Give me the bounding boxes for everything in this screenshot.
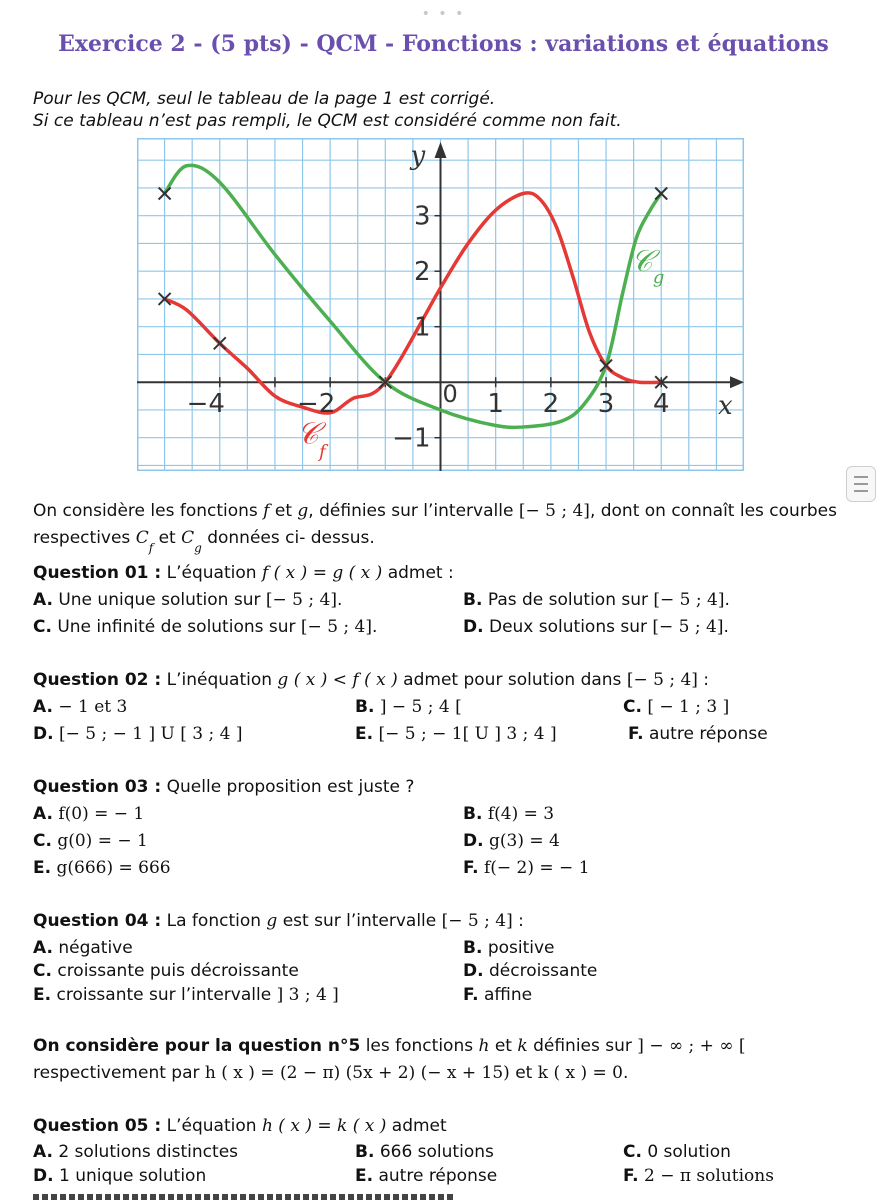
text: Quelle proposition est juste ? xyxy=(161,777,415,797)
x-tick-label: −4 xyxy=(186,389,225,420)
option-text: croissante puis décroissante xyxy=(51,961,299,981)
option-letter: F. xyxy=(463,858,479,878)
x-axis-label: x xyxy=(718,391,733,422)
option-math: f(4) = 3 xyxy=(482,804,555,824)
question-04 xyxy=(33,910,524,932)
option-math: [ − 1 ; 3 ] xyxy=(641,697,730,717)
q4-option-e[interactable] xyxy=(33,984,339,1006)
q3-option-d[interactable] xyxy=(463,830,560,852)
instruction-line-2: Si ce tableau n’est pas rempli, le QCM est considéré comme non fait. xyxy=(33,111,622,131)
option-math: [− 5 ; 4] xyxy=(265,590,337,610)
text: , dont on connaît les courbes xyxy=(589,501,837,521)
text: : xyxy=(697,670,710,690)
option-letter: A. xyxy=(33,697,53,717)
option-letter: B. xyxy=(463,590,483,610)
question-label: Question 02 : xyxy=(33,670,162,690)
option-math: [− 5 ; − 1[ U ] 3 ; 4 ] xyxy=(373,724,557,744)
interval: [− 5 ; 4] xyxy=(441,911,513,931)
q3-option-b[interactable] xyxy=(463,803,554,825)
option-text: négative xyxy=(52,938,133,958)
option-letter: E. xyxy=(355,724,374,744)
exercise-title: Exercice 2 - (5 pts) - QCM - Fonctions : variations et équations xyxy=(58,31,829,57)
curve-f-subscript: f xyxy=(319,441,326,463)
text: . xyxy=(336,590,343,610)
option-letter: D. xyxy=(463,831,484,851)
equation: h ( x ) = k ( x ) xyxy=(261,1116,387,1136)
x-tick-label: 3 xyxy=(597,389,615,420)
g-symbol: g xyxy=(266,911,278,931)
option-math: − 1 et 3 xyxy=(52,697,128,717)
text: et xyxy=(489,1036,518,1056)
drag-handle[interactable]: • • • xyxy=(421,6,466,22)
q2-option-b[interactable] xyxy=(355,696,462,718)
q3-option-c[interactable] xyxy=(33,830,148,852)
curve-f-symbol: C xyxy=(135,528,149,548)
question-01 xyxy=(33,562,454,584)
text: : xyxy=(512,911,524,931)
option-math: g(0) = − 1 xyxy=(51,831,148,851)
option-math: ] 3 ; 4 ] xyxy=(276,985,339,1005)
option-letter: C. xyxy=(33,961,52,981)
option-math: f(0) = − 1 xyxy=(52,804,145,824)
question-label: Question 01 : xyxy=(33,563,162,583)
option-letter: D. xyxy=(33,1166,54,1186)
text: admet pour solution dans xyxy=(397,670,627,690)
q5-option-d[interactable] xyxy=(33,1165,206,1187)
text: est sur l’intervalle xyxy=(277,911,442,931)
text: La fonction xyxy=(161,911,267,931)
f-symbol: f xyxy=(263,501,270,521)
interval: ] − ∞ ; + ∞ [ xyxy=(637,1036,746,1056)
y-tick-label: 2 xyxy=(413,257,431,288)
text: L’équation xyxy=(161,563,262,583)
option-letter: A. xyxy=(33,1142,53,1162)
question-label: Question 04 : xyxy=(33,911,162,931)
text: et xyxy=(269,501,298,521)
statement-line-1 xyxy=(33,500,837,522)
instructions xyxy=(33,88,622,132)
option-text: Pas de solution sur xyxy=(482,590,654,610)
text: L’inéquation xyxy=(161,670,278,690)
q4-option-a[interactable] xyxy=(33,937,133,959)
option-letter: B. xyxy=(463,938,483,958)
question-02 xyxy=(33,669,709,691)
option-letter: E. xyxy=(33,858,52,878)
option-math: g(3) = 4 xyxy=(483,831,560,851)
q2-option-f[interactable] xyxy=(628,723,768,745)
curve-g-subscript: g xyxy=(652,267,665,289)
q2-option-a[interactable] xyxy=(33,696,127,718)
q4-option-c[interactable] xyxy=(33,960,299,982)
interval: [− 5 ; 4] xyxy=(518,501,590,521)
option-math: [− 5 ; − 1 ] U [ 3 ; 4 ] xyxy=(53,724,243,744)
q3-option-a[interactable] xyxy=(33,803,144,825)
question-05 xyxy=(33,1115,447,1137)
option-math: g(666) = 666 xyxy=(51,858,171,878)
q1-option-a[interactable] xyxy=(33,589,342,611)
q2-option-e[interactable] xyxy=(355,723,557,745)
q5-option-e[interactable] xyxy=(355,1165,497,1187)
y-tick-label: 3 xyxy=(413,201,431,232)
q5-option-b[interactable] xyxy=(355,1141,494,1163)
option-math: ] − 5 ; 4 [ xyxy=(374,697,462,717)
text: . xyxy=(723,617,729,637)
option-letter: C. xyxy=(33,831,52,851)
q5-intro-line-1 xyxy=(33,1035,746,1057)
option-letter: F. xyxy=(463,985,479,1005)
y-tick-label: 1 xyxy=(413,312,431,343)
option-math: f(− 2) = − 1 xyxy=(478,858,590,878)
option-text: autre réponse xyxy=(643,724,768,744)
menu-icon[interactable] xyxy=(846,466,876,502)
option-math: 2 − π solutions xyxy=(638,1166,774,1186)
k-symbol: k xyxy=(517,1036,528,1056)
option-letter: B. xyxy=(355,697,375,717)
option-text: 2 solutions distinctes xyxy=(52,1142,239,1162)
equation: f ( x ) = g ( x ) xyxy=(261,563,383,583)
g-symbol: g xyxy=(297,501,309,521)
origin-label: 0 xyxy=(442,380,458,409)
option-text: 0 solution xyxy=(641,1142,731,1162)
h-definition: h ( x ) = (2 − π) (5x + 2) (− x + 15) xyxy=(204,1063,510,1083)
interval: [− 5 ; 4] xyxy=(626,670,698,690)
option-letter: E. xyxy=(33,985,52,1005)
q5-option-a[interactable] xyxy=(33,1141,238,1163)
option-text: Une unique solution sur xyxy=(52,590,266,610)
curve-f-label: 𝒞 xyxy=(297,416,319,452)
text: L’équation xyxy=(161,1116,262,1136)
option-math: [− 5 ; 4] xyxy=(653,590,725,610)
text: respectives xyxy=(33,528,136,548)
text: données ci- dessus. xyxy=(201,528,375,548)
question-03 xyxy=(33,776,414,798)
q5-option-f[interactable] xyxy=(623,1165,774,1187)
subscript: g xyxy=(194,541,202,555)
q4-option-d[interactable] xyxy=(463,960,597,982)
inequation: g ( x ) < f ( x ) xyxy=(277,670,398,690)
option-letter: D. xyxy=(33,724,54,744)
option-letter: B. xyxy=(463,804,483,824)
y-axis-label: y xyxy=(410,141,426,171)
x-tick-label: 2 xyxy=(542,389,560,420)
h-symbol: h xyxy=(478,1036,490,1056)
q4-option-b[interactable] xyxy=(463,937,555,959)
option-letter: F. xyxy=(628,724,644,744)
text: . xyxy=(724,590,730,610)
option-letter: F. xyxy=(623,1166,639,1186)
text: admet : xyxy=(382,563,454,583)
question-label: Question 03 : xyxy=(33,777,162,797)
q1-option-c[interactable] xyxy=(33,616,377,638)
option-letter: C. xyxy=(33,617,52,637)
q5-option-c[interactable] xyxy=(623,1141,731,1163)
y-tick-label: −1 xyxy=(392,423,431,454)
option-text: Une infinité de solutions sur xyxy=(51,617,301,637)
q3-option-f[interactable] xyxy=(463,857,590,879)
option-letter: A. xyxy=(33,590,53,610)
text: et xyxy=(153,528,182,548)
q2-option-c[interactable] xyxy=(623,696,729,718)
text: . xyxy=(622,1063,629,1083)
option-text: 1 unique solution xyxy=(53,1166,207,1186)
option-letter: C. xyxy=(623,1142,642,1162)
x-tick-label: −2 xyxy=(296,389,336,420)
function-graph xyxy=(137,138,744,471)
q1-option-d[interactable] xyxy=(463,616,729,638)
text: définies sur xyxy=(527,1036,638,1056)
text: . xyxy=(372,617,378,637)
text: les fonctions xyxy=(360,1036,479,1056)
curve-g-symbol: C xyxy=(181,528,195,548)
option-letter: B. xyxy=(355,1142,375,1162)
subscript: f xyxy=(148,541,154,555)
option-letter: D. xyxy=(463,617,484,637)
q1-option-b[interactable] xyxy=(463,589,730,611)
bold-text: On considère pour la question n°5 xyxy=(33,1036,361,1056)
option-text: affine xyxy=(478,985,533,1005)
text: On considère les fonctions xyxy=(33,501,264,521)
option-letter: E. xyxy=(355,1166,374,1186)
statement-line-2 xyxy=(33,527,375,555)
text: respectivement par xyxy=(33,1063,205,1083)
option-letter: D. xyxy=(463,961,484,981)
q3-option-e[interactable] xyxy=(33,857,171,879)
x-tick-label: 4 xyxy=(652,389,670,420)
question-label: Question 05 : xyxy=(33,1116,162,1136)
instruction-line-1: Pour les QCM, seul le tableau de la page 1 est corrigé. xyxy=(33,89,496,109)
option-math: [− 5 ; 4] xyxy=(300,617,373,637)
option-text: autre réponse xyxy=(373,1166,498,1186)
option-text: décroissante xyxy=(483,961,598,981)
q2-option-d[interactable] xyxy=(33,723,243,745)
curve-g-label: 𝒞 xyxy=(630,244,653,280)
cut-off-next-line xyxy=(33,1194,453,1200)
option-text: croissante sur l’intervalle xyxy=(51,985,277,1005)
x-tick-label: 1 xyxy=(487,389,504,420)
q4-option-f[interactable] xyxy=(463,984,532,1006)
option-letter: C. xyxy=(623,697,642,717)
option-text: 666 solutions xyxy=(374,1142,494,1162)
option-letter: A. xyxy=(33,938,53,958)
option-math: [− 5 ; 4] xyxy=(652,617,724,637)
option-text: positive xyxy=(482,938,555,958)
text: , définies sur l’intervalle xyxy=(308,501,519,521)
text: et xyxy=(509,1063,538,1083)
option-letter: A. xyxy=(33,804,53,824)
text: admet xyxy=(386,1116,447,1136)
option-text: Deux solutions sur xyxy=(483,617,653,637)
q5-intro-line-2 xyxy=(33,1062,628,1084)
k-definition: k ( x ) = 0 xyxy=(537,1063,623,1083)
